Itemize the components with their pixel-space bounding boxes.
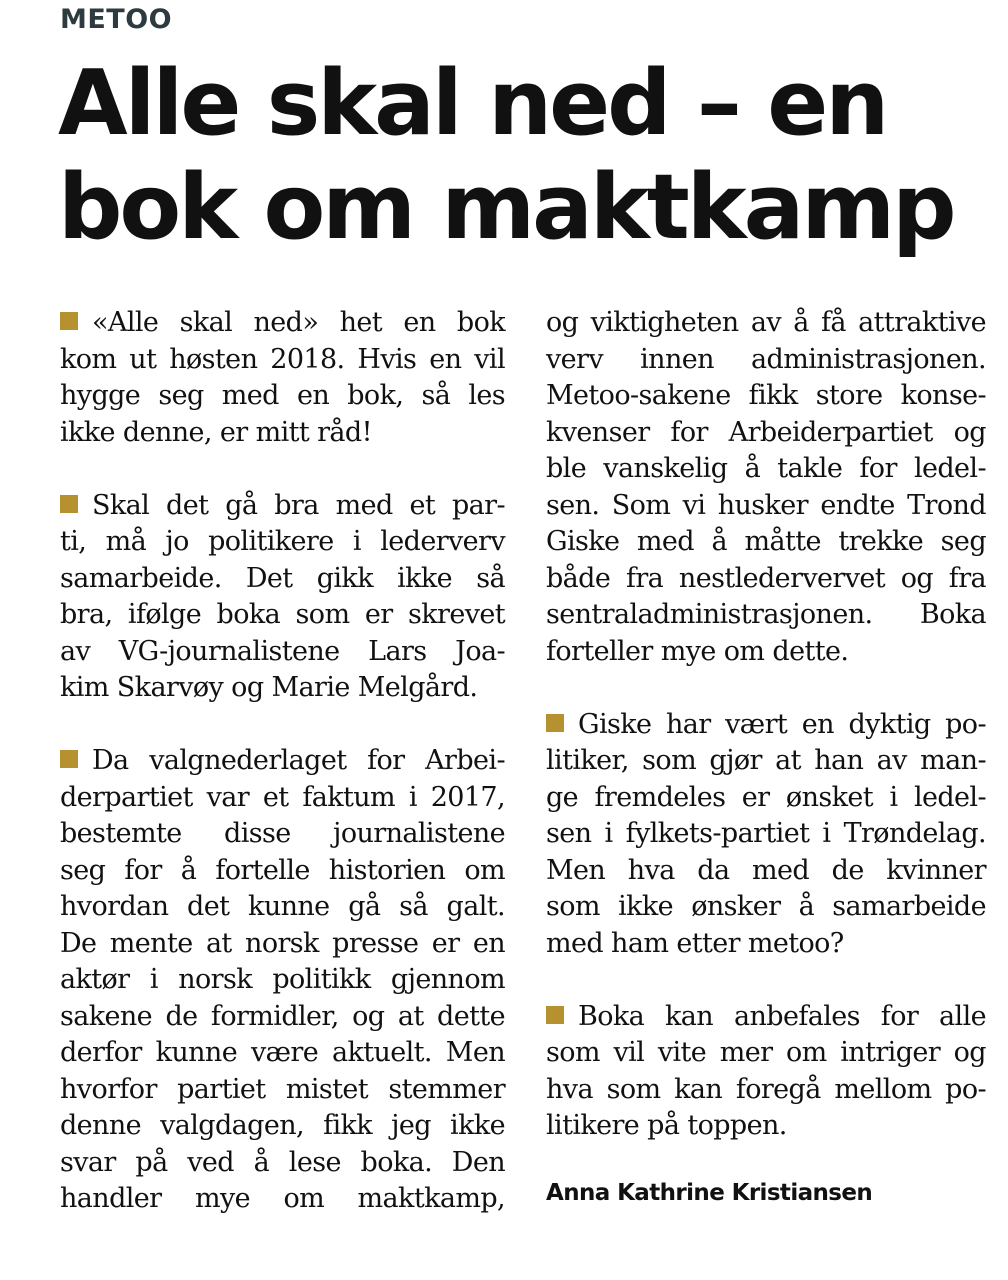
text-line: hygge seg med en bok, så les [60,380,505,411]
text-line: ble vanskelig å takle for ledel- [546,453,986,484]
text-line: Men hva da med de kvinner [546,854,986,886]
text-line: verv innen administrasjonen. [546,343,986,375]
text-line: kvenser for Arbeiderpartiet og [546,416,986,448]
headline-line-1: Alle skal ned – en [58,51,887,156]
text-line: som ikke ønsker å samarbeide [546,891,986,922]
text-line: aktør i norsk politikk gjennom [60,964,505,995]
text-line: «Alle skal ned» het en bok [60,305,505,342]
paragraph-gap [546,670,986,707]
text-line: derfor kunne være aktuelt. Men [60,1037,505,1068]
text-line: kim Skarvøy og Marie Melgård. [60,672,478,703]
text-line: ti, må jo politikere i lederverv [60,526,505,557]
paragraph-gap [546,962,986,999]
paragraph-bullet-icon [60,495,78,513]
text-line: hvordan det kunne gå så galt. [60,891,505,922]
paragraph-gap [60,707,505,744]
paragraph-3-continued [546,305,986,670]
text-line: både fra nestledervervet og fra [546,562,986,594]
text-line: De mente at norsk presse er en [60,927,505,959]
text-line: litikere på toppen. [546,1110,787,1141]
text-line: handler mye om maktkamp, [60,1183,505,1214]
text-line: Metoo-sakene fikk store konse- [546,380,986,411]
paragraph-3 [60,743,505,1218]
paragraph-bullet-icon [60,312,78,330]
text-line: bra, ifølge boka som er skrevet [60,599,505,630]
section-kicker: METOO [60,4,173,35]
text-line: med ham etter metoo? [546,927,844,959]
text-line: litiker, som gjør at han av man- [546,745,986,776]
text-line: hva som kan foregå mellom po- [546,1073,986,1105]
text-line: samarbeide. Det gikk ikke så [60,562,505,594]
text-line: Da valgnederlaget for Arbei- [60,743,505,780]
paragraph-4 [546,707,986,963]
text-line: sentraladministrasjonen. Boka [546,599,986,630]
headline [58,52,988,260]
text-line: ikke denne, er mitt råd! [60,416,372,448]
author-byline: Anna Kathrine Kristiansen [546,1180,873,1206]
text-line: sen i fylkets-partiet i Trøndelag. [546,818,986,849]
text-line: svar på ved å lese boka. Den [60,1146,505,1178]
text-line: derpartiet var et faktum i 2017, [60,781,505,813]
text-line: av VG-journalistene Lars Joa- [60,635,505,667]
text-line: Boka kan anbefales for alle [546,999,986,1036]
paragraph-1 [60,305,505,451]
headline-line-2: bok om maktkamp [58,155,954,260]
paragraph-2 [60,488,505,707]
article-column-right [546,305,986,1145]
paragraph-bullet-icon [546,714,564,732]
text-line: hvorfor partiet mistet stemmer [60,1073,505,1105]
paragraph-bullet-icon [546,1006,564,1024]
text-line: bestemte disse journalistene [60,818,505,849]
text-line: ge fremdeles er ønsket i ledel- [546,781,986,813]
text-line: sakene de formidler, og at dette [60,1000,505,1032]
text-line: som vil vite mer om intriger og [546,1037,986,1068]
text-line: seg for å fortelle historien om [60,854,505,886]
text-line: denne valgdagen, fikk jeg ikke [60,1110,505,1141]
paragraph-bullet-icon [60,750,78,768]
text-line: sen. Som vi husker endte Trond [546,489,986,521]
text-line: forteller mye om dette. [546,635,849,667]
text-line: og viktigheten av å få attraktive [546,307,986,338]
text-line: Giske har vært en dyktig po- [546,707,986,744]
text-line: kom ut høsten 2018. Hvis en vil [60,343,505,375]
paragraph-gap [60,451,505,488]
paragraph-5 [546,999,986,1145]
text-line: Giske med å måtte trekke seg [546,526,986,557]
text-line: Skal det gå bra med et par- [60,488,505,525]
article-column-left [60,305,505,1218]
